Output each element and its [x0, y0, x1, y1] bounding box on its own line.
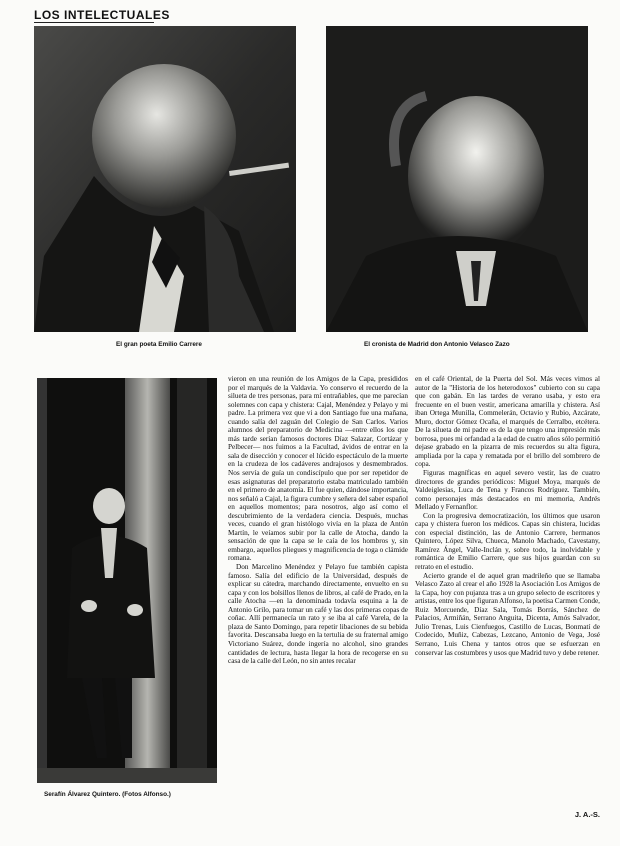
- paragraph: Figuras magníficas en aquel severo vestir, las de cuatro directores de grandes periódicos: Miguel Moya, marqués de Valdeiglesias, Luca de Tena y Francos Rodríguez. También, como personajes más destacados en mi memoria, Andrés Mellado y Fernanflor.: [415, 469, 600, 512]
- caption-photo2: El cronista de Madrid don Antonio Velasco Zazo: [364, 341, 510, 348]
- photo-velasco-zazo: [326, 26, 588, 332]
- photo-alvarez-quintero: [37, 378, 217, 783]
- section-title: LOS INTELECTUALES: [34, 8, 170, 22]
- caption-photo1: El gran poeta Emilio Carrere: [116, 341, 202, 348]
- paragraph: Don Marcelino Menéndez y Pelayo fue también capista famoso. Salía del edificio de la Universidad, después de explicar su cátedra, marchando directamente, envuelto en su capa y con los bolsillos llenos de libros, al café de Prado, en la calle Atocha —en la denominada todavía esquina a la de Antonio Grilo, para tomar un café y las dos primeras copas de coñac. Allí permanecía un rato y se iba al café Varela, de la plaza de Santo Domingo, para repetir libaciones de su bebida favorita. Descansaba luego en la tertulia de su fraternal amigo Victoriano Suárez, donde ingería no alcohol, sino grandes cantidades de lectura, hasta llegar la hora de recogerse en su casa de la calle del León, no sin antes recalar: [228, 563, 408, 666]
- article-column-2: [415, 375, 600, 657]
- caption-photo3: Serafín Álvarez Quintero. (Fotos Alfonso.): [44, 791, 171, 798]
- paragraph: en el café Oriental, de la Puerta del Sol. Más veces vimos al autor de la "Historia de los heterodoxos" cubierto con su capa que con gabán. En las tardes de verano usaba, y esto era frecuente en el buen vestir, americana amarilla y chistera. Así iban Ortega Munilla, Commelerán, Octavio y Rubio, Azcárate, Muro, doctor Gómez Ocaña, el marqués de Cerralbo, etcétera. De la silueta de mi padre es de la que tengo una impresión más borrosa, pues mi orfandad a la edad de cuatro años sólo permitió dejase grabado en la pizarra de mis recuerdos su alta figura, ampliada por la capa y rematada por el brillo del sombrero de copa.: [415, 375, 600, 469]
- photo-emilio-carrere: [34, 26, 296, 332]
- paragraph: vieron en una reunión de los Amigos de la Capa, presididos por el marqués de la Valdavia. Yo conservo el recuerdo de la silueta de tres personas, para mí entrañables, que me parecían solemnes con capa y chistera: Cajal, Menéndez y Pelayo y mi padre. La primera vez que vi a don Santiago fue una mañana, cuando salía del zaguán del Colegio de San Carlos. Varios alumnos del preparatorio de Medicina —entre ellos los que más tarde serían famosos doctores Díaz Salazar, Cortázar y Pelbecer— nos fuimos a la Facultad, ávidos de entrar en la sala de disección y conocer el lúcido espectáculo de la muerte en la crudeza de los cadáveres andrajosos y desmembrados. Nos servía de guía un condiscípulo que por ser repetidor de esas asignaturas del preparatorio estaba matriculado también en el primero de anatomía. El fue quien, dándose importancia, nos señaló a Cajal, la figura cumbre y señera del saber español en aquellos momentos; para nosotros, algo así como el descubrimiento de la verdadera ciencia. Después, muchas veces, cuando el gran histólogo vivía en la plaza de Antón Martín, le veíamos subir por la calle de Atocha, dando la sensación de que la capa se le caía de los hombros y, sin embargo, aquellos pliegues y magnificencia de toga o clámide romana.: [228, 375, 408, 563]
- article-column-1: [228, 375, 408, 666]
- signature: J. A.-S.: [574, 810, 600, 819]
- section-rule: [34, 22, 154, 23]
- paragraph: Acierto grande el de aquel gran madrileño que se llamaba Velasco Zazo al crear el año 1928 la Asociación Los Amigos de la Capa, hoy con pujanza tras a un grupo selecto de escritores y artistas, entre los que figuran Alfonso, la poetisa Carmen Conde, Ruiz Morcuende, Díaz Sala, Tomás Borrás, Sánchez de Palacios, Armiñán, Serrano Anguita, Dicenta, Amós Salvador, Julio Trenas, Luis Cienfuegos, Castillo de Lucas, Bonmatí de Codecido, Muñiz, Cabezas, Lezcano, Antonio de Vega, José Serrano, Luis Chena y tantos otros que se esfuerzan en conservar las costumbres y usos que Madrid tuvo y debe retener.: [415, 571, 600, 657]
- paragraph: Con la progresiva democratización, los últimos que usaron capa y chistera fueron los médicos. Capas sin chistera, lucidas con especial distinción, las de Antonio Carrere, hermanos Quintero, López Silva, Chueca, Manolo Machado, Cavestany, Ramírez Ángel, Valle-Inclán y, sobre todo, la inolvidable y romántica de Emilio Carrere, que sus hijos guardan con su retrato en el estudio.: [415, 511, 600, 572]
